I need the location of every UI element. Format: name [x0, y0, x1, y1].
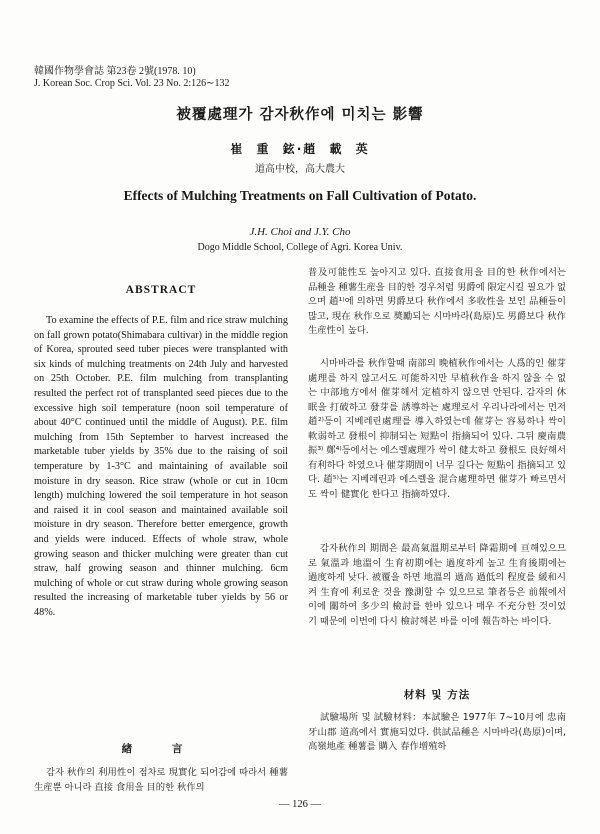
abstract-body: To examine the effects of P.E. film and rice straw mulching on fall grown potato(Shimabara cultivar) in the middle region of Korea, sprouted seed tuber pieces were transplanted with six kinds of mulching treatments on 24th July and harvested on 25th October. P.E. film mulching from transplanting resulted the perfect rot of transplanted seed pieces due to the excessive high soil temperature (noon soil temperature of about 40°C continued until the middle of August). P.E. film mulching from 15th September to harvest increased the marketable tuber yields by 35% due to the raising of soil temperature by 1-3°C and maintaining of available soil moisture in dry season. Rice straw (whole or cut in 10cm length) mulching lowered the soil temperature in hot season and raised it in cool season and maintained available soil moisture in dry season. Therefore better emergence, growth and yields were induced. Effects of whole straw, whole growing season and thicker mulching were greater than cut straw, half growing season and thinner mulching. 6cm mulching of whole or cut straw during whole growing season resulted the increasing of marketable tuber yields by 56 or 48%.: [34, 315, 288, 618]
page-number: — 126 —: [279, 799, 321, 810]
authors-ko: 崔 重 鉉·趙 載 英: [230, 142, 370, 156]
authors-en: J.H. Choi and J.Y. Cho: [249, 226, 351, 238]
journal-citation-en: J. Korean Soc. Crop Sci. Vol. 23 No. 2:126∼132: [34, 78, 230, 89]
journal-citation-ko: 韓國作物學會誌 第23卷 2號(1978. 10): [34, 66, 196, 77]
paper-title-ko: 被覆處理가 감자秋作에 미치는 影響: [176, 107, 424, 123]
journal-header: [34, 66, 230, 90]
paragraph-text: 시마바라를 秋作할때 南部의 晩植秋作에서는 人爲的인 催芽處理를 하지 않고서도 可能하지만 早植秋作을 하지 않을 수 없는 中部地方에서 催芽해서 定植하지 않으면 안된다. 감자의 休眠을 打破하고 發芽를 誘導하는 處理로서 우리나라에서는 먼저 趙²⁾등이 지베레린處理를 導入하였는데 催芽는 容易하나 싹이 軟弱하고 發根이 抑制되는 短點이 指摘되어 있다. 그뒤 慶南農振³⁾ 鄭⁴⁾등에서는 에스렐處理가 싹이 健太하고 發根도 良好해서 有利하다 하였으나 催芽期間이 너무 길다는 短點이 指摘되고 있다. 趙⁵⁾는 지베레린과 에스렐을 混合處理하면 催芽가 빠르면서도 싹이 健實化 한다고 指摘하였다.: [308, 358, 566, 500]
paragraph-text: 普及可能性도 높아지고 있다. 直接食用을 目的한 秋作에서는 品種을 種薯生産을 目的한 경우처럼 男爵에 限定시킬 필요가 없으며 趙¹⁾에 의하면 男爵보다 秋作에서 多收性을 보인 品種들이 많고, 現在 秋作으로 奬勵되는 시마바라(島原)도 男爵보다 秋作生産性이 높다.: [308, 267, 566, 336]
paragraph-text: 감자秋作의 期間은 最高氣溫期로부터 降霜期에 亘해있으므로 氣溫과 地溫이 生育初期에는 過度하게 높고 生育後期에는 過度하게 낮다. 被覆을 하면 地溫의 過高 過低의 程度를 緩和시켜 生育에 利로운 것을 豫測할 수 있으므로 筆者등은 前報에서 이에 關하여 多少의 檢討를 한바 있으나 매우 不充分한 것이었기 때문에 이번에 다시 檢討해본 바를 이에 報告하는 바이다.: [308, 543, 566, 627]
right-column-paragraph-2: [308, 357, 566, 502]
right-column-paragraph-1: [308, 266, 566, 339]
affiliation-ko: 道高中校，高大農大: [255, 164, 345, 175]
affiliation-en: Dogo Middle School, College of Agri. Korea Univ.: [197, 242, 403, 253]
methods-body: 試驗場所 및 試驗材料：本試驗은 1977年 7∼10月에 忠南 牙山郡 道高에서 實施되었다. 供試品種은 시마바라(島原)이며, 高嶺地產 種薯를 購入 春作增殖하: [308, 712, 566, 752]
paper-title-en: Effects of Mulching Treatments on Fall Cultivation of Potato.: [123, 188, 477, 203]
introduction-body: 감자 秋作의 利用性이 점차로 現實化 되어감에 따라서 種薯生産뿐 아니라 直接 食用을 目的한 秋作의: [34, 767, 288, 793]
abstract-heading: ABSTRACT: [125, 284, 197, 296]
introduction-heading: 緖 言: [121, 743, 201, 755]
right-column-paragraph-3: [308, 542, 566, 629]
methods-heading: 材料 및 方法: [403, 689, 471, 701]
